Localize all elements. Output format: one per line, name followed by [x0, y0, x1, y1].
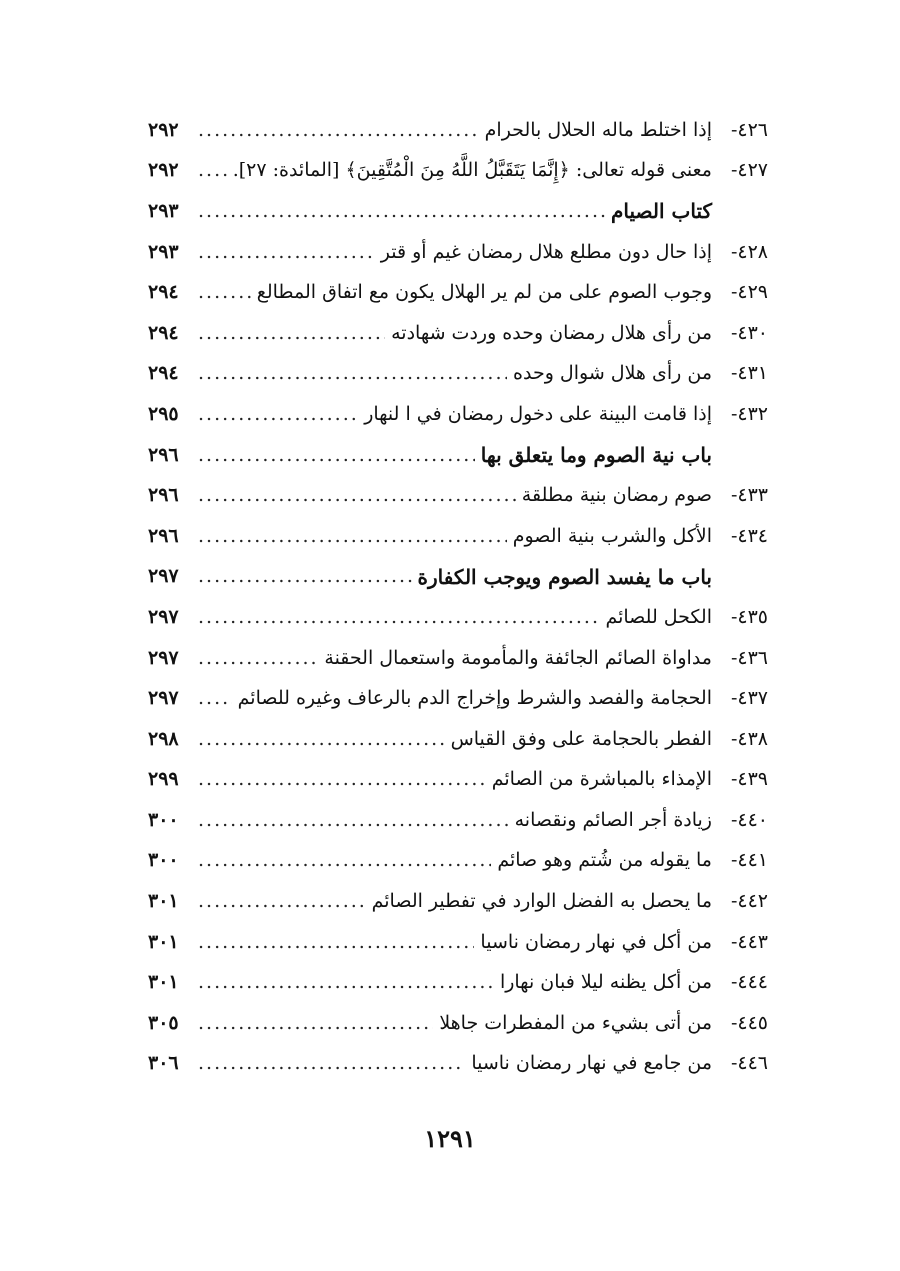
entry-title: إذا اختلط ماله الحلال بالحرام	[484, 118, 712, 141]
entry-number: ٤٣٧-	[730, 687, 768, 710]
entry-page-number: ٢٩٥	[148, 402, 179, 425]
dot-leader	[198, 243, 375, 262]
dot-leader	[198, 851, 491, 870]
entry-page-number: ٢٩٢	[148, 159, 179, 182]
entry-page-number: ٢٩٤	[148, 362, 179, 385]
toc-entry	[148, 516, 768, 557]
dot-leader	[198, 730, 445, 749]
entry-title: زيادة أجر الصائم ونقصانه	[514, 808, 712, 831]
toc-entry	[148, 962, 768, 1003]
entry-page-number: ٣٠٥	[148, 1011, 179, 1034]
entry-title: من رأى هلال رمضان وحده وردت شهادته	[391, 321, 712, 344]
entry-title: من جامع في نهار رمضان ناسيا	[471, 1052, 712, 1075]
entry-number: ٤٣٨-	[730, 727, 768, 750]
entry-title: من أكل يظنه ليلا فبان نهارا	[499, 971, 712, 994]
dot-leader	[198, 892, 366, 911]
toc-entry	[148, 475, 768, 516]
entry-page-number: ٣٠٦	[148, 1052, 179, 1075]
entry-page-number: ٢٩٨	[148, 727, 179, 750]
toc-entry	[148, 922, 768, 963]
dot-leader	[198, 486, 516, 505]
toc-entry	[148, 272, 768, 313]
entry-title: صوم رمضان بنية مطلقة	[521, 484, 712, 507]
entry-page-number: ٣٠١	[148, 971, 179, 994]
entry-page-number: ٢٩٧	[148, 646, 179, 669]
section-title: باب ما يفسد الصوم ويوجب الكفارة	[417, 564, 712, 589]
entry-number: ٤٤٢-	[730, 890, 768, 913]
entry-title: من أكل في نهار رمضان ناسيا	[480, 930, 712, 953]
dot-leader	[198, 161, 227, 180]
toc-entry	[148, 394, 768, 435]
entry-title: وجوب الصوم على من لم ير الهلال يكون مع اتفاق المطالع	[256, 281, 712, 304]
dot-leader	[198, 405, 358, 424]
entry-number: ٤٣٤-	[730, 524, 768, 547]
entry-page-number: ٢٩٦	[148, 484, 179, 507]
entry-title: من رأى هلال شوال وحده	[513, 362, 712, 385]
dot-leader	[198, 283, 251, 302]
dot-leader	[198, 933, 474, 952]
entry-number: ٤٤٥-	[730, 1011, 768, 1034]
dot-leader	[198, 973, 494, 992]
entry-page-number: ٢٩٧	[148, 687, 179, 710]
entry-title: معنى قوله تعالى: ﴿إِنَّمَا يَتَقَبَّلُ اللَّهُ مِنَ الْمُتَّقِينَ﴾ [المائدة: ٢٧].	[232, 159, 712, 182]
entry-title: إذا قامت البينة على دخول رمضان في ا لنهار	[364, 402, 712, 425]
dot-leader	[198, 202, 605, 221]
entry-number: ٤٢٦-	[730, 118, 768, 141]
entry-title: الأكل والشرب بنية الصوم	[512, 524, 712, 547]
table-of-contents	[148, 110, 768, 1084]
entry-page-number: ٢٩٦	[148, 443, 179, 466]
entry-number: ٤٤٠-	[730, 808, 768, 831]
entry-title: الحجامة والفصد والشرط وإخراج الدم بالرعاف وغيره للصائم	[237, 687, 712, 710]
entry-number: ٤٣٠-	[730, 321, 768, 344]
page-number: ١٢٩١	[424, 1124, 476, 1153]
entry-number: ٤٣٢-	[730, 402, 768, 425]
entry-page-number: ٢٩٧	[148, 565, 179, 588]
dot-leader	[198, 811, 509, 830]
entry-page-number: ٣٠١	[148, 890, 179, 913]
toc-entry	[148, 1003, 768, 1044]
section-title: كتاب الصيام	[611, 199, 712, 224]
toc-entry	[148, 881, 768, 922]
entry-page-number: ٢٩٧	[148, 605, 179, 628]
toc-entry	[148, 760, 768, 801]
section-title: باب نية الصوم وما يتعلق بها	[480, 443, 712, 468]
entry-title: الإمذاء بالمباشرة من الصائم	[491, 768, 712, 791]
entry-page-number: ٢٩٣	[148, 199, 179, 222]
toc-section-heading	[148, 435, 768, 476]
toc-section-heading	[148, 191, 768, 232]
entry-number: ٤٤٣-	[730, 930, 768, 953]
entry-number: ٤٣١-	[730, 362, 768, 385]
dot-leader	[198, 1014, 433, 1033]
toc-entry	[148, 841, 768, 882]
entry-page-number: ٣٠٠	[148, 808, 179, 831]
entry-number: ٤٤٦-	[730, 1052, 768, 1075]
entry-title: الكحل للصائم	[605, 605, 712, 628]
toc-entry	[148, 638, 768, 679]
dot-leader	[198, 446, 475, 465]
entry-page-number: ٢٩٩	[148, 768, 179, 791]
entry-title: من أتى بشيء من المفطرات جاهلا	[439, 1011, 712, 1034]
dot-leader	[198, 567, 412, 586]
dot-leader	[198, 324, 385, 343]
entry-number: ٤٣٩-	[730, 768, 768, 791]
dot-leader	[198, 770, 486, 789]
toc-entry	[148, 313, 768, 354]
entry-number: ٤٣٣-	[730, 484, 768, 507]
toc-entry	[148, 719, 768, 760]
dot-leader	[198, 527, 507, 546]
entry-number: ٤٢٩-	[730, 281, 768, 304]
dot-leader	[198, 1054, 465, 1073]
toc-entry	[148, 678, 768, 719]
dot-leader	[198, 608, 599, 627]
toc-entry	[148, 151, 768, 192]
entry-page-number: ٣٠٠	[148, 849, 179, 872]
entry-page-number: ٢٩٤	[148, 321, 179, 344]
entry-title: الفطر بالحجامة على وفق القياس	[450, 727, 712, 750]
toc-section-heading	[148, 557, 768, 598]
toc-entry	[148, 232, 768, 273]
entry-title: مداواة الصائم الجائفة والمأمومة واستعمال الحقنة	[324, 646, 712, 669]
entry-number: ٤٣٥-	[730, 605, 768, 628]
entry-title: إذا حال دون مطلع هلال رمضان غيم أو قتر	[380, 240, 712, 263]
entry-number: ٤٤١-	[730, 849, 768, 872]
toc-entry	[148, 800, 768, 841]
toc-entry	[148, 354, 768, 395]
entry-number: ٤٣٦-	[730, 646, 768, 669]
dot-leader	[198, 649, 318, 668]
entry-number: ٤٤٤-	[730, 971, 768, 994]
toc-entry	[148, 1044, 768, 1085]
entry-title: ما يقوله من شُتم وهو صائم	[497, 849, 712, 872]
dot-leader	[198, 689, 232, 708]
entry-page-number: ٣٠١	[148, 930, 179, 953]
toc-entry	[148, 110, 768, 151]
dot-leader	[198, 364, 507, 383]
entry-number: ٤٢٧-	[730, 159, 768, 182]
entry-title: ما يحصل به الفضل الوارد في تفطير الصائم	[371, 890, 712, 913]
entry-page-number: ٢٩٢	[148, 118, 179, 141]
toc-entry	[148, 597, 768, 638]
entry-page-number: ٢٩٦	[148, 524, 179, 547]
entry-page-number: ٢٩٤	[148, 281, 179, 304]
dot-leader	[198, 121, 479, 140]
entry-page-number: ٢٩٣	[148, 240, 179, 263]
entry-number: ٤٢٨-	[730, 240, 768, 263]
